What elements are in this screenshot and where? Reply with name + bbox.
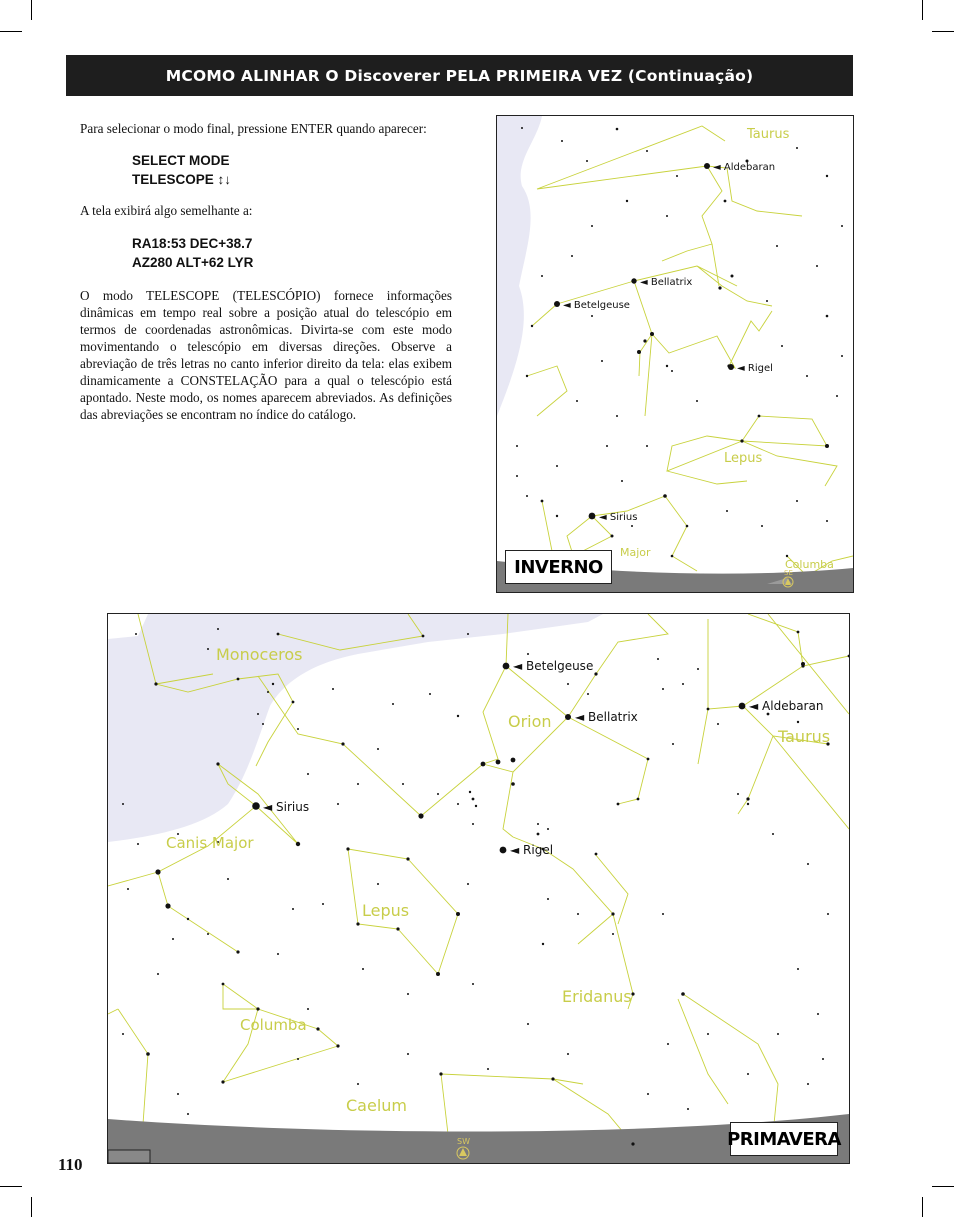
star-label: ◄ Aldebaran (749, 699, 824, 713)
telescope-mode-paragraph: O modo TELESCOPE (TELESCÓPIO) fornece informações dinâmicas em tempo real sobre a posição atual do telescópio em termos de coordenadas astronômicas. Divirta-se com este modo movimentando o telescópio em diversas direções. Observe a abreviação de três letras no canto inferior direito da tela: elas exibem dinamicamente a CONSTELAÇÃO para a qual o telescópio está apontado. Neste modo, os nomes aparecem abreviados. As definições das abreviações se encontram no índice do catálogo. (80, 288, 452, 422)
crop-mark (31, 1197, 32, 1217)
section-header: MCOMO ALINHAR O Discoverer PELA PRIMEIRA VEZ (Continuação) (66, 55, 853, 96)
milky-way (497, 116, 542, 416)
star-aldebaran (739, 703, 746, 710)
spring-star-chart (107, 613, 850, 1164)
winter-star-chart (496, 115, 854, 593)
winter-sky-map (497, 116, 853, 592)
star-betelgeuse (503, 663, 510, 670)
intro-text-2: A tela exibirá algo semelhante a: (80, 203, 253, 218)
star-label: ◄ Betelgeuse (563, 300, 630, 311)
spring-sky-map (108, 614, 849, 1163)
display-line: AZ280 ALT+62 LYR (132, 255, 254, 270)
constellation-label: Lepus (724, 451, 763, 466)
display-line: SELECT MODE (132, 153, 230, 168)
display-select-mode (132, 151, 452, 189)
page-number: 110 (58, 1155, 83, 1174)
constellation-label: Columba (240, 1016, 307, 1034)
constellation-label: Monoceros (216, 645, 303, 664)
star-bellatrix (631, 278, 636, 283)
season-label-winter: INVERNO (505, 550, 612, 584)
crop-mark (922, 0, 923, 20)
star-label: ◄ Bellatrix (640, 277, 693, 288)
constellation-label: Canis Major (166, 834, 254, 852)
crop-mark (922, 1197, 923, 1217)
display-coordinates (132, 234, 452, 272)
constellation-label: Lepus (362, 901, 410, 920)
star-rigel (728, 364, 734, 370)
constellation-label: Columba (785, 558, 834, 571)
crop-mark (932, 31, 954, 32)
star-sirius (252, 802, 260, 810)
constellation-label: Taurus (747, 127, 790, 142)
star-aldebaran (704, 163, 710, 169)
constellation-lines (527, 126, 853, 576)
star-rigel (500, 847, 507, 854)
star-bellatrix (565, 714, 571, 720)
star-label: ◄ Rigel (510, 843, 554, 857)
star-sirius (589, 513, 596, 520)
crop-mark (31, 0, 32, 20)
svg-text:SW: SW (457, 1137, 470, 1146)
constellation-label: Major (620, 546, 651, 559)
star-label: ◄ Rigel (737, 363, 773, 374)
crop-mark (932, 1186, 954, 1187)
star-label: ◄ Betelgeuse (513, 659, 594, 673)
crop-mark (0, 1186, 22, 1187)
display-line: RA18:53 DEC+38.7 (132, 236, 253, 251)
body-text (80, 120, 452, 423)
star-label: ◄ Aldebaran (713, 162, 776, 173)
crop-mark (0, 31, 22, 32)
star-label: ◄ Sirius (263, 800, 310, 814)
constellation-label: Caelum (346, 1096, 407, 1115)
constellation-label: Eridanus (562, 987, 632, 1006)
intro-text: Para selecionar o modo final, pressione ENTER quando aparecer: (80, 121, 427, 136)
star-label: ◄ Bellatrix (575, 710, 638, 724)
season-label-spring: PRIMAVERA (730, 1122, 838, 1156)
constellation-label: Orion (508, 712, 552, 731)
background-stars (516, 127, 843, 557)
display-line: TELESCOPE ↕↓ (132, 172, 232, 187)
constellation-label: Taurus (778, 727, 831, 746)
star-label: ◄ Sirius (599, 512, 638, 523)
svg-text:SE: SE (784, 569, 793, 577)
star-betelgeuse (554, 301, 560, 307)
